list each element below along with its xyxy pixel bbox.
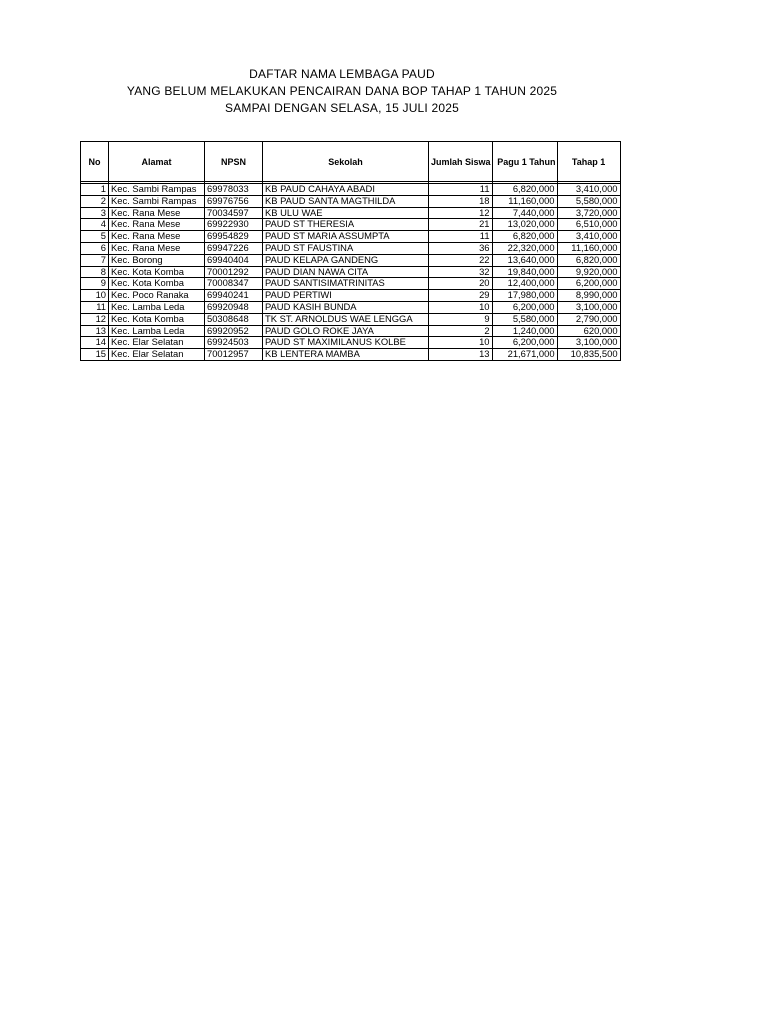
cell-tahap1: 10,835,500 <box>557 349 620 361</box>
cell-jumlah-siswa: 11 <box>429 231 493 243</box>
cell-sekolah: PAUD DIAN NAWA CITA <box>263 266 429 278</box>
cell-sekolah: KB LENTERA MAMBA <box>263 349 429 361</box>
cell-npsn: 70012957 <box>205 349 263 361</box>
cell-alamat: Kec. Rana Mese <box>109 242 205 254</box>
cell-jumlah-siswa: 22 <box>429 254 493 266</box>
cell-tahap1: 6,200,000 <box>557 278 620 290</box>
cell-alamat: Kec. Sambi Rampas <box>109 195 205 207</box>
cell-tahap1: 6,510,000 <box>557 219 620 231</box>
table-row <box>81 325 621 337</box>
table-row <box>81 195 621 207</box>
header-tahap1: Tahap 1 <box>557 142 620 182</box>
cell-no: 12 <box>81 313 109 325</box>
table-row <box>81 231 621 243</box>
cell-alamat: Kec. Elar Selatan <box>109 349 205 361</box>
cell-pagu: 11,160,000 <box>492 195 557 207</box>
cell-tahap1: 2,790,000 <box>557 313 620 325</box>
cell-sekolah: PAUD ST THERESIA <box>263 219 429 231</box>
cell-npsn: 69920952 <box>205 325 263 337</box>
cell-no: 3 <box>81 207 109 219</box>
table-row <box>81 313 621 325</box>
cell-no: 7 <box>81 254 109 266</box>
table-row <box>81 266 621 278</box>
header-npsn: NPSN <box>205 142 263 182</box>
cell-jumlah-siswa: 11 <box>429 184 493 196</box>
header-sekolah: Sekolah <box>263 142 429 182</box>
cell-alamat: Kec. Rana Mese <box>109 219 205 231</box>
table-row <box>81 242 621 254</box>
cell-no: 15 <box>81 349 109 361</box>
cell-alamat: Kec. Rana Mese <box>109 207 205 219</box>
title-line-3: SAMPAI DENGAN SELASA, 15 JULI 2025 <box>224 101 459 115</box>
table-row <box>81 290 621 302</box>
cell-tahap1: 3,100,000 <box>557 337 620 349</box>
header-pagu: Pagu 1 Tahun <box>492 142 557 182</box>
cell-no: 1 <box>81 184 109 196</box>
cell-sekolah: PAUD KASIH BUNDA <box>263 301 429 313</box>
cell-jumlah-siswa: 29 <box>429 290 493 302</box>
cell-no: 4 <box>81 219 109 231</box>
cell-tahap1: 3,410,000 <box>557 231 620 243</box>
cell-pagu: 6,820,000 <box>492 184 557 196</box>
table-row <box>81 349 621 361</box>
cell-sekolah: KB PAUD CAHAYA ABADI <box>263 184 429 196</box>
cell-pagu: 13,640,000 <box>492 254 557 266</box>
cell-no: 11 <box>81 301 109 313</box>
cell-jumlah-siswa: 9 <box>429 313 493 325</box>
cell-no: 8 <box>81 266 109 278</box>
cell-tahap1: 3,100,000 <box>557 301 620 313</box>
table-row <box>81 184 621 196</box>
cell-jumlah-siswa: 13 <box>429 349 493 361</box>
cell-tahap1: 11,160,000 <box>557 242 620 254</box>
cell-pagu: 13,020,000 <box>492 219 557 231</box>
header-no: No <box>81 142 109 182</box>
cell-alamat: Kec. Lamba Leda <box>109 325 205 337</box>
cell-alamat: Kec. Poco Ranaka <box>109 290 205 302</box>
cell-pagu: 6,200,000 <box>492 337 557 349</box>
cell-jumlah-siswa: 10 <box>429 337 493 349</box>
cell-npsn: 70008347 <box>205 278 263 290</box>
cell-no: 5 <box>81 231 109 243</box>
cell-pagu: 22,320,000 <box>492 242 557 254</box>
cell-npsn: 69976756 <box>205 195 263 207</box>
cell-npsn: 69922930 <box>205 219 263 231</box>
cell-tahap1: 9,920,000 <box>557 266 620 278</box>
cell-sekolah: KB PAUD SANTA MAGTHILDA <box>263 195 429 207</box>
cell-jumlah-siswa: 21 <box>429 219 493 231</box>
header-jumlah-siswa: Jumlah Siswa <box>429 142 493 182</box>
cell-tahap1: 620,000 <box>557 325 620 337</box>
cell-alamat: Kec. Borong <box>109 254 205 266</box>
table-row <box>81 207 621 219</box>
cell-npsn: 70001292 <box>205 266 263 278</box>
cell-pagu: 17,980,000 <box>492 290 557 302</box>
cell-jumlah-siswa: 12 <box>429 207 493 219</box>
document-title <box>0 66 684 117</box>
cell-tahap1: 6,820,000 <box>557 254 620 266</box>
cell-tahap1: 5,580,000 <box>557 195 620 207</box>
cell-npsn: 69924503 <box>205 337 263 349</box>
cell-npsn: 69920948 <box>205 301 263 313</box>
cell-tahap1: 3,720,000 <box>557 207 620 219</box>
cell-sekolah: PAUD PERTIWI <box>263 290 429 302</box>
cell-no: 13 <box>81 325 109 337</box>
cell-npsn: 69954829 <box>205 231 263 243</box>
cell-pagu: 6,820,000 <box>492 231 557 243</box>
cell-sekolah: PAUD ST FAUSTINA <box>263 242 429 254</box>
title-line-1: DAFTAR NAMA LEMBAGA PAUD <box>249 67 435 81</box>
cell-sekolah: TK ST. ARNOLDUS WAE LENGGA <box>263 313 429 325</box>
cell-npsn: 69940404 <box>205 254 263 266</box>
cell-pagu: 21,671,000 <box>492 349 557 361</box>
cell-alamat: Kec. Sambi Rampas <box>109 184 205 196</box>
table-body <box>81 182 621 361</box>
header-alamat: Alamat <box>109 142 205 182</box>
cell-no: 10 <box>81 290 109 302</box>
cell-sekolah: PAUD KELAPA GANDENG <box>263 254 429 266</box>
cell-jumlah-siswa: 2 <box>429 325 493 337</box>
cell-pagu: 6,200,000 <box>492 301 557 313</box>
cell-npsn: 50308648 <box>205 313 263 325</box>
cell-sekolah: KB ULU WAE <box>263 207 429 219</box>
cell-npsn: 69978033 <box>205 184 263 196</box>
cell-sekolah: PAUD GOLO ROKE JAYA <box>263 325 429 337</box>
cell-sekolah: PAUD ST MAXIMILANUS KOLBE <box>263 337 429 349</box>
cell-alamat: Kec. Lamba Leda <box>109 301 205 313</box>
cell-no: 6 <box>81 242 109 254</box>
cell-pagu: 19,840,000 <box>492 266 557 278</box>
cell-alamat: Kec. Elar Selatan <box>109 337 205 349</box>
cell-sekolah: PAUD SANTISIMATRINITAS <box>263 278 429 290</box>
cell-jumlah-siswa: 36 <box>429 242 493 254</box>
cell-pagu: 12,400,000 <box>492 278 557 290</box>
cell-jumlah-siswa: 18 <box>429 195 493 207</box>
cell-no: 2 <box>81 195 109 207</box>
cell-alamat: Kec. Kota Komba <box>109 278 205 290</box>
cell-pagu: 5,580,000 <box>492 313 557 325</box>
cell-tahap1: 3,410,000 <box>557 184 620 196</box>
table-row <box>81 337 621 349</box>
table-row <box>81 219 621 231</box>
paud-table <box>80 141 621 361</box>
cell-npsn: 69947226 <box>205 242 263 254</box>
cell-jumlah-siswa: 10 <box>429 301 493 313</box>
table-row <box>81 278 621 290</box>
table-row <box>81 254 621 266</box>
table-row <box>81 301 621 313</box>
cell-no: 14 <box>81 337 109 349</box>
cell-alamat: Kec. Kota Komba <box>109 313 205 325</box>
cell-alamat: Kec. Rana Mese <box>109 231 205 243</box>
cell-npsn: 70034597 <box>205 207 263 219</box>
cell-no: 9 <box>81 278 109 290</box>
cell-alamat: Kec. Kota Komba <box>109 266 205 278</box>
cell-jumlah-siswa: 32 <box>429 266 493 278</box>
cell-npsn: 69940241 <box>205 290 263 302</box>
cell-tahap1: 8,990,000 <box>557 290 620 302</box>
cell-sekolah: PAUD ST MARIA ASSUMPTA <box>263 231 429 243</box>
cell-jumlah-siswa: 20 <box>429 278 493 290</box>
title-line-2: YANG BELUM MELAKUKAN PENCAIRAN DANA BOP TAHAP 1 TAHUN 2025 <box>126 84 558 98</box>
cell-pagu: 7,440,000 <box>492 207 557 219</box>
cell-pagu: 1,240,000 <box>492 325 557 337</box>
table-header <box>81 142 621 182</box>
